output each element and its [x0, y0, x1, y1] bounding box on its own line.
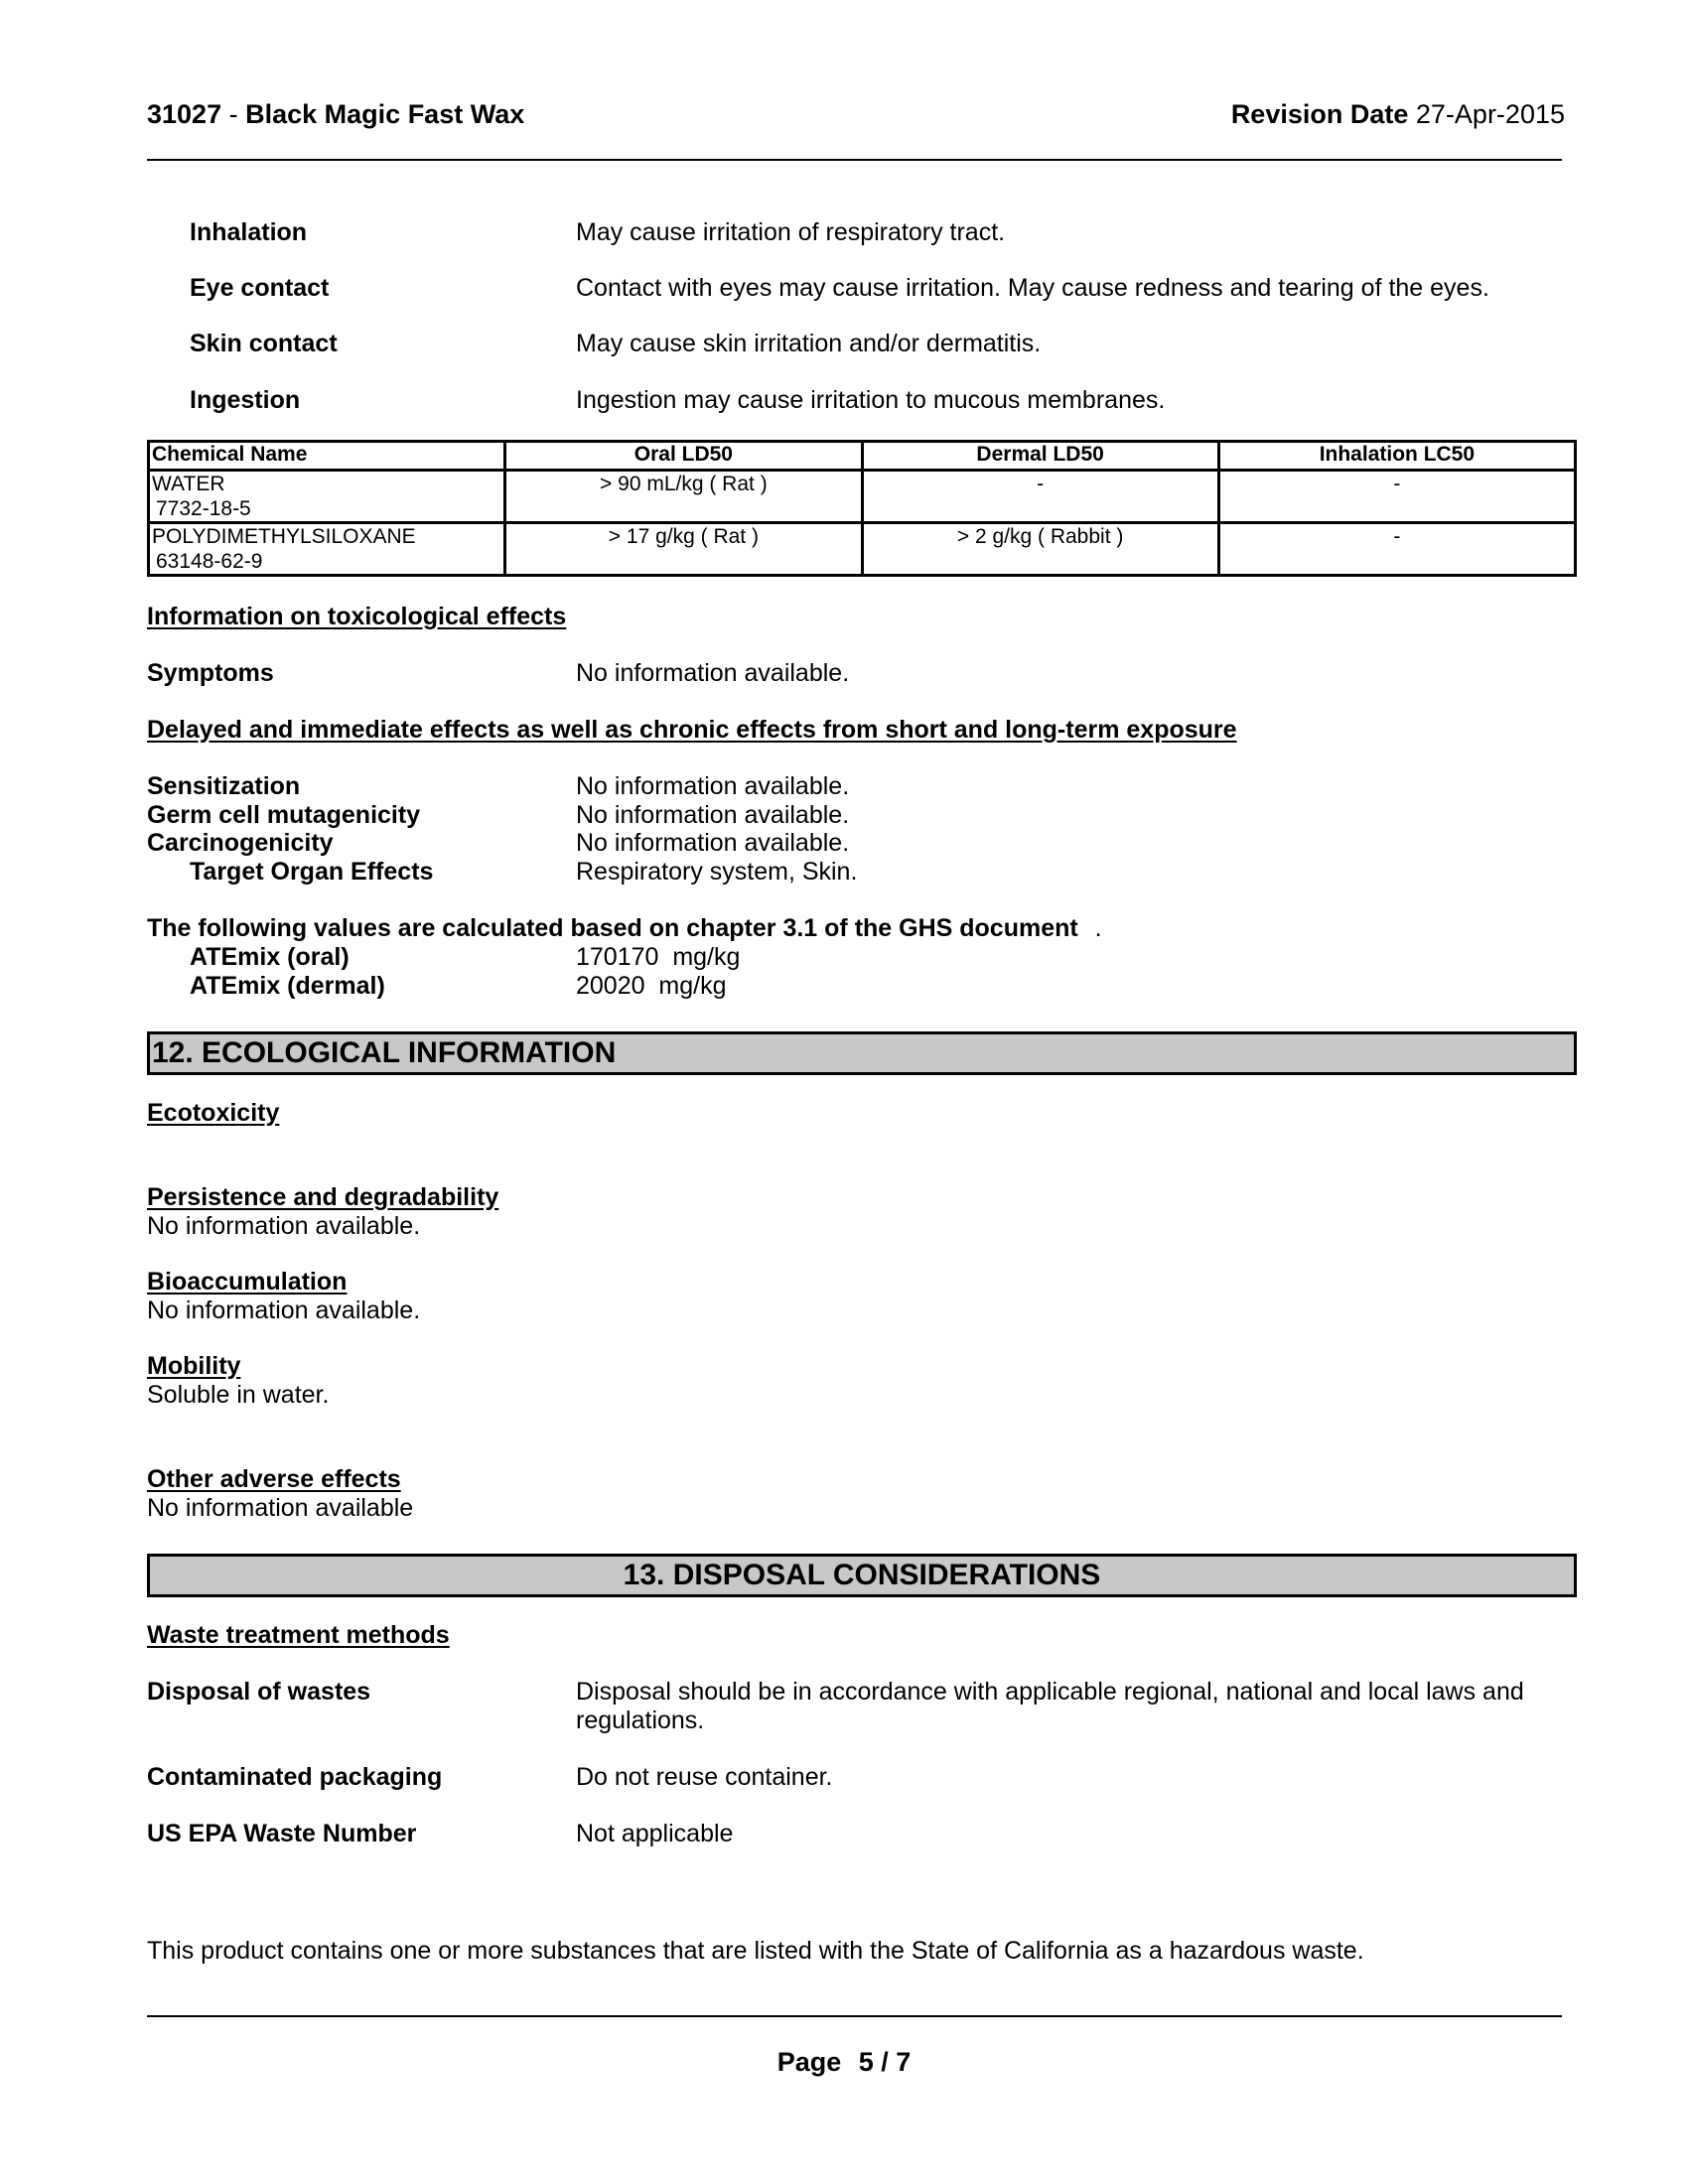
epa-waste-value: Not applicable [576, 1820, 734, 1847]
page-label: Page [776, 2047, 842, 2077]
sensitization-value: No information available. [576, 772, 850, 800]
page-number [0, 2047, 1688, 2078]
oral-ld50-cell: > 90 mL/kg ( Rat ) [505, 471, 862, 523]
persistence-heading: Persistence and degradability [147, 1183, 499, 1211]
ingestion-label: Ingestion [190, 386, 301, 414]
table-row [149, 471, 1576, 523]
cas-number: 63148-62-9 [156, 550, 263, 573]
sensitization-label: Sensitization [147, 772, 301, 800]
eye-contact-value: Contact with eyes may cause irritation. May cause redness and tearing of the eyes. [576, 274, 1489, 302]
disposal-value-line1: Disposal should be in accordance with applicable regional, national and local laws and [576, 1678, 1524, 1706]
disposal-value-line2: regulations. [576, 1706, 705, 1734]
dermal-ld50-cell: - [862, 471, 1218, 523]
bioaccumulation-value: No information available. [147, 1297, 421, 1324]
symptoms-value: No information available. [576, 659, 850, 687]
disposal-label: Disposal of wastes [147, 1678, 371, 1706]
toxicity-table [147, 440, 1577, 577]
ghs-note [147, 914, 1102, 943]
delayed-effects-heading: Delayed and immediate effects as well as chronic effects from short and long-term exposure [147, 716, 1237, 744]
symptoms-label: Symptoms [147, 659, 274, 687]
dermal-ld50-cell: > 2 g/kg ( Rabbit ) [862, 523, 1218, 576]
footer-rule [147, 2015, 1562, 2017]
packaging-value: Do not reuse container. [576, 1763, 833, 1791]
ingestion-value: Ingestion may cause irritation to mucous membranes. [576, 386, 1166, 414]
product-name: Black Magic Fast Wax [245, 99, 525, 129]
mobility-value: Soluble in water. [147, 1381, 330, 1409]
packaging-label: Contaminated packaging [147, 1763, 443, 1791]
atemix-dermal-value: 20020 mg/kg [576, 972, 727, 1000]
atemix-oral-value: 170170 mg/kg [576, 943, 741, 971]
inhalation-lc50-cell: - [1218, 471, 1575, 523]
skin-contact-value: May cause skin irritation and/or dermatitis. [576, 330, 1042, 357]
revision-info [1231, 99, 1565, 130]
cas-number: 7732-18-5 [156, 497, 251, 520]
section-12-bar [147, 1031, 1577, 1075]
other-effects-value: No information available [147, 1494, 414, 1522]
inhalation-value: May cause irritation of respiratory tract. [576, 218, 1006, 246]
section-13-bar [147, 1554, 1577, 1597]
inhalation-lc50-cell: - [1218, 523, 1575, 576]
section-13-title: 13. DISPOSAL CONSIDERATIONS [623, 1559, 1101, 1591]
revision-label: Revision Date [1230, 99, 1409, 129]
eye-contact-label: Eye contact [190, 274, 330, 302]
atemix-dermal-label: ATEmix (dermal) [190, 972, 385, 1000]
chemical-cell [149, 471, 505, 523]
carcinogenicity-value: No information available. [576, 829, 850, 857]
ghs-note-tail: . [1094, 914, 1102, 942]
page-count: 5 / 7 [858, 2047, 912, 2077]
mobility-heading: Mobility [147, 1352, 241, 1380]
table-header-row [149, 442, 1576, 471]
col-chemical-name: Chemical Name [149, 442, 505, 471]
col-dermal-ld50: Dermal LD50 [862, 442, 1218, 471]
carcinogenicity-label: Carcinogenicity [147, 829, 334, 857]
target-organ-value: Respiratory system, Skin. [576, 858, 858, 886]
bioaccumulation-heading: Bioaccumulation [147, 1268, 348, 1296]
california-note: This product contains one or more substances that are listed with the State of California as a hazardous waste. [147, 1937, 1364, 1965]
waste-treatment-heading: Waste treatment methods [147, 1621, 450, 1649]
mutagenicity-value: No information available. [576, 801, 850, 829]
col-inhalation-lc50: Inhalation LC50 [1218, 442, 1575, 471]
skin-contact-label: Skin contact [190, 330, 338, 357]
mutagenicity-label: Germ cell mutagenicity [147, 801, 421, 829]
document-header [147, 99, 524, 130]
other-effects-heading: Other adverse effects [147, 1465, 401, 1493]
table-row [149, 523, 1576, 576]
target-organ-label: Target Organ Effects [190, 858, 434, 886]
chemical-name: POLYDIMETHYLSILOXANE [152, 525, 416, 548]
chemical-cell [149, 523, 505, 576]
atemix-oral-label: ATEmix (oral) [190, 943, 350, 971]
header-separator: - [228, 99, 238, 129]
oral-ld50-cell: > 17 g/kg ( Rat ) [505, 523, 862, 576]
section-12-title: 12. ECOLOGICAL INFORMATION [152, 1036, 617, 1069]
persistence-value: No information available. [147, 1212, 421, 1240]
epa-waste-label: US EPA Waste Number [147, 1820, 417, 1847]
tox-effects-heading: Information on toxicological effects [147, 603, 567, 630]
ghs-note-text: The following values are calculated based on chapter 3.1 of the GHS document [147, 914, 1078, 942]
inhalation-label: Inhalation [190, 218, 308, 246]
col-oral-ld50: Oral LD50 [505, 442, 862, 471]
chemical-name: WATER [152, 473, 225, 495]
header-rule [147, 159, 1562, 161]
ecotoxicity-heading: Ecotoxicity [147, 1099, 280, 1127]
product-code: 31027 [147, 99, 222, 129]
revision-date: 27-Apr-2015 [1415, 99, 1565, 129]
